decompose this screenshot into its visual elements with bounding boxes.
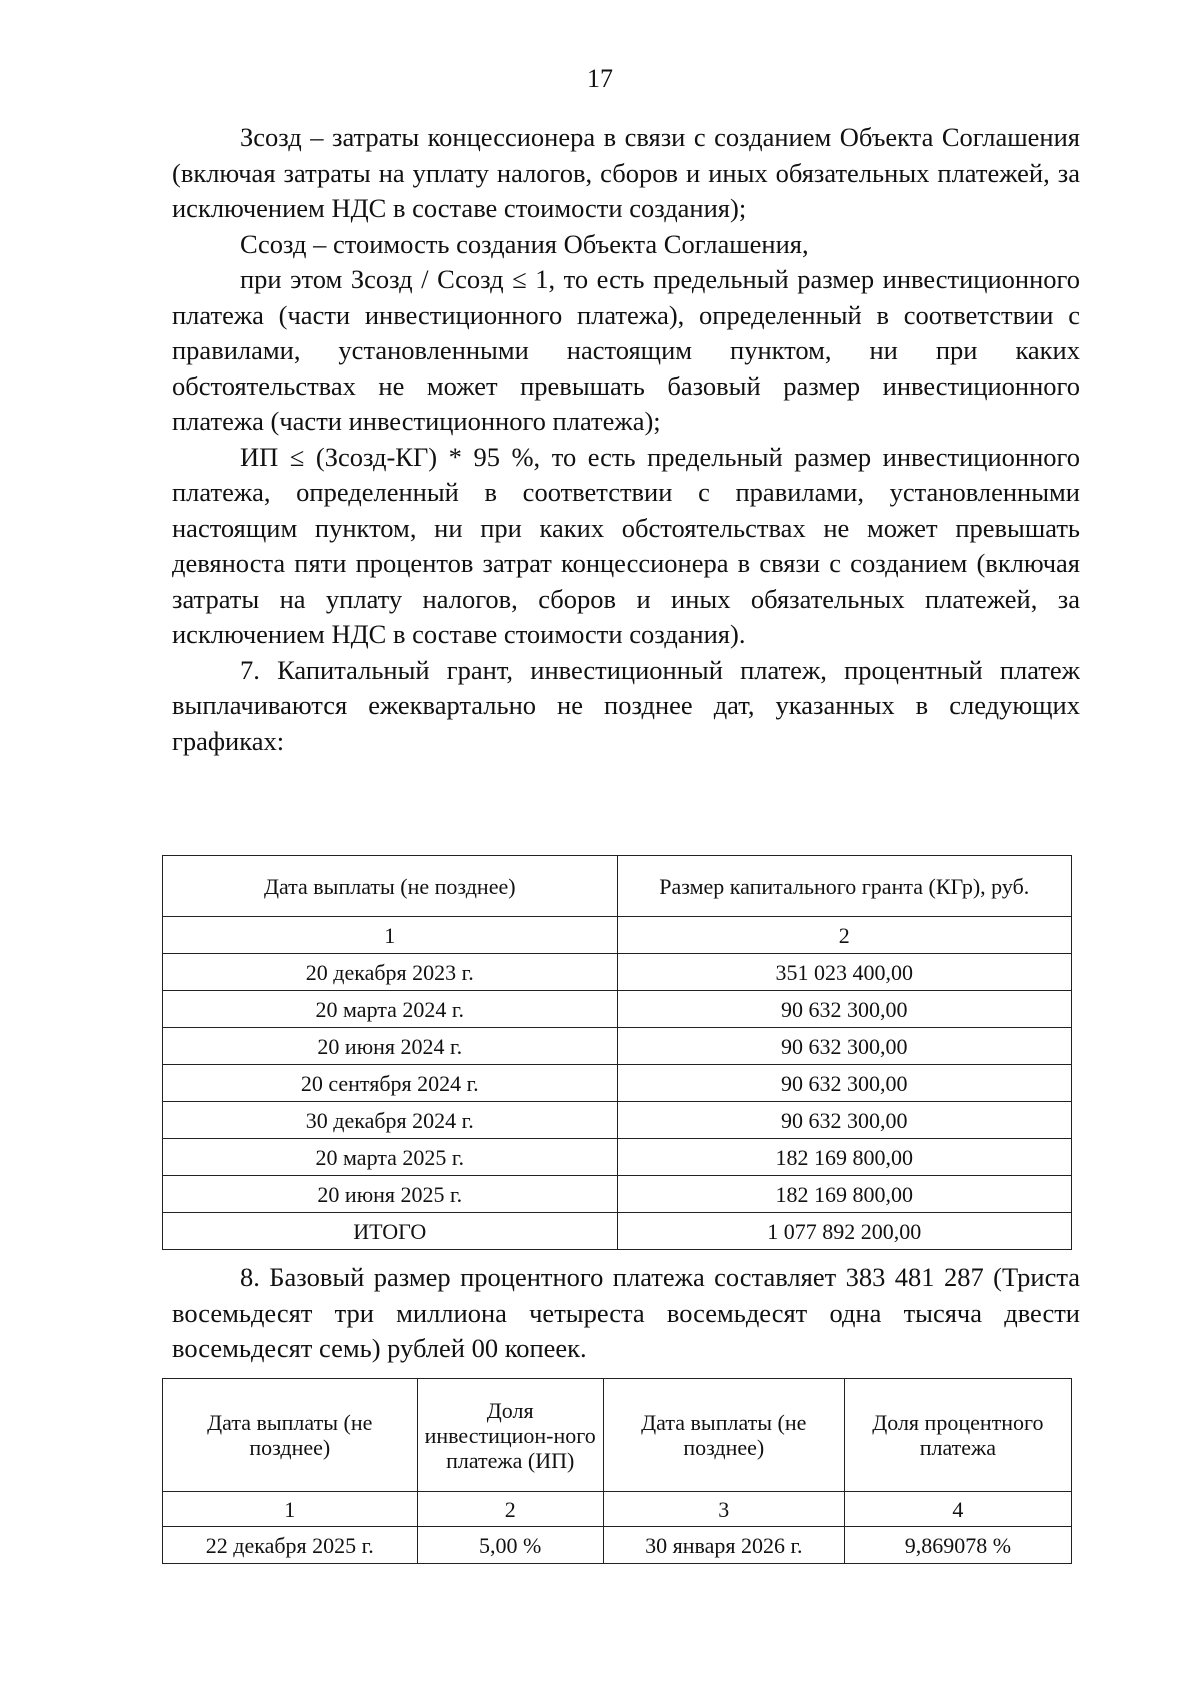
column-number-row bbox=[163, 1492, 1072, 1527]
paragraph-ratio-limit: при этом Зсозд / Ссозд ≤ 1, то есть предельный размер инвестиционного платежа (части инвестиционного платежа), определенный в соответствии с правилами, установленными настоящим пунктом, ни при каких обстоятельствах не может превышать базовый размер инвестиционного платежа (части инвестиционного платежа); bbox=[172, 264, 1080, 436]
payment-date-cell: 20 марта 2025 г. bbox=[163, 1139, 618, 1176]
paragraph-8: 8. Базовый размер процентного платежа составляет 383 481 287 (Триста восемьдесят три миллиона четыреста восемьдесят одна тысяча двести восемьдесят семь) рублей 00 копеек. bbox=[172, 1262, 1080, 1363]
interest-share-cell: 9,869078 % bbox=[844, 1527, 1071, 1564]
header-payment-date-interest: Дата выплаты (не позднее) bbox=[603, 1379, 844, 1492]
total-amount-cell: 1 077 892 200,00 bbox=[617, 1213, 1072, 1250]
paragraph-ip-limit: ИП ≤ (Зсозд-КГ) * 95 %, то есть предельный размер инвестиционного платежа, определенный в соответствии с правилами, установленными настоящим пунктом, ни при каких обстоятельствах не может превышать девяноста пяти процентов затрат концессионера в связи с созданием (включая затраты на уплату налогов, сборов и иных обязательных платежей, за исключением НДС в составе стоимости создания). bbox=[172, 441, 1080, 649]
payment-date-cell: 22 декабря 2025 г. bbox=[163, 1527, 418, 1564]
column-number: 1 bbox=[163, 1492, 418, 1527]
table-row bbox=[163, 1139, 1072, 1176]
ip-share-cell: 5,00 % bbox=[417, 1527, 603, 1564]
grant-amount-cell: 182 169 800,00 bbox=[617, 1139, 1072, 1176]
grant-amount-cell: 182 169 800,00 bbox=[617, 1176, 1072, 1213]
payment-date-cell: 20 июня 2025 г. bbox=[163, 1176, 618, 1213]
table-header-row bbox=[163, 1379, 1072, 1492]
header-payment-date: Дата выплаты (не позднее) bbox=[163, 856, 618, 917]
table-row bbox=[163, 1028, 1072, 1065]
grant-amount-cell: 90 632 300,00 bbox=[617, 991, 1072, 1028]
column-number: 3 bbox=[603, 1492, 844, 1527]
table-header-row bbox=[163, 856, 1072, 917]
table-row bbox=[163, 1176, 1072, 1213]
header-payment-date-ip: Дата выплаты (не позднее) bbox=[163, 1379, 418, 1492]
header-ip-share: Доля инвестицион-ного платежа (ИП) bbox=[417, 1379, 603, 1492]
total-row bbox=[163, 1213, 1072, 1250]
column-number: 1 bbox=[163, 917, 618, 954]
payment-date-cell: 20 июня 2024 г. bbox=[163, 1028, 618, 1065]
grant-amount-cell: 90 632 300,00 bbox=[617, 1065, 1072, 1102]
page-number: 17 bbox=[587, 64, 613, 93]
grant-amount-cell: 90 632 300,00 bbox=[617, 1028, 1072, 1065]
table-row bbox=[163, 954, 1072, 991]
paragraph-zsozd: Зсозд – затраты концессионера в связи с созданием Объекта Соглашения (включая затраты на уплату налогов, сборов и иных обязательных платежей, за исключением НДС в составе стоимости создания); bbox=[172, 122, 1080, 223]
capital-grant-table bbox=[162, 855, 1072, 1250]
table-row bbox=[163, 1527, 1072, 1564]
body-text bbox=[172, 120, 1080, 759]
paragraph-7: 7. Капитальный грант, инвестиционный платеж, процентный платеж выплачиваются ежеквартально не позднее дат, указанных в следующих графиках: bbox=[172, 654, 1080, 756]
header-interest-share: Доля процентного платежа bbox=[844, 1379, 1071, 1492]
table-row bbox=[163, 1065, 1072, 1102]
payment-date-cell: 30 декабря 2024 г. bbox=[163, 1102, 618, 1139]
payment-date-cell: 30 января 2026 г. bbox=[603, 1527, 844, 1564]
paragraph-ssozd: Ссозд – стоимость создания Объекта Соглашения, bbox=[240, 228, 809, 259]
payment-date-cell: 20 декабря 2023 г. bbox=[163, 954, 618, 991]
payment-date-cell: 20 сентября 2024 г. bbox=[163, 1065, 618, 1102]
table-row bbox=[163, 991, 1072, 1028]
paragraph-8-wrapper bbox=[172, 1260, 1080, 1367]
column-number: 4 bbox=[844, 1492, 1071, 1527]
column-number: 2 bbox=[617, 917, 1072, 954]
table-row bbox=[163, 1102, 1072, 1139]
grant-amount-cell: 351 023 400,00 bbox=[617, 954, 1072, 991]
header-grant-amount: Размер капитального гранта (КГр), руб. bbox=[617, 856, 1072, 917]
payment-date-cell: 20 марта 2024 г. bbox=[163, 991, 618, 1028]
interest-payment-table bbox=[162, 1378, 1072, 1564]
column-number: 2 bbox=[417, 1492, 603, 1527]
total-label-cell: ИТОГО bbox=[163, 1213, 618, 1250]
grant-amount-cell: 90 632 300,00 bbox=[617, 1102, 1072, 1139]
column-number-row bbox=[163, 917, 1072, 954]
